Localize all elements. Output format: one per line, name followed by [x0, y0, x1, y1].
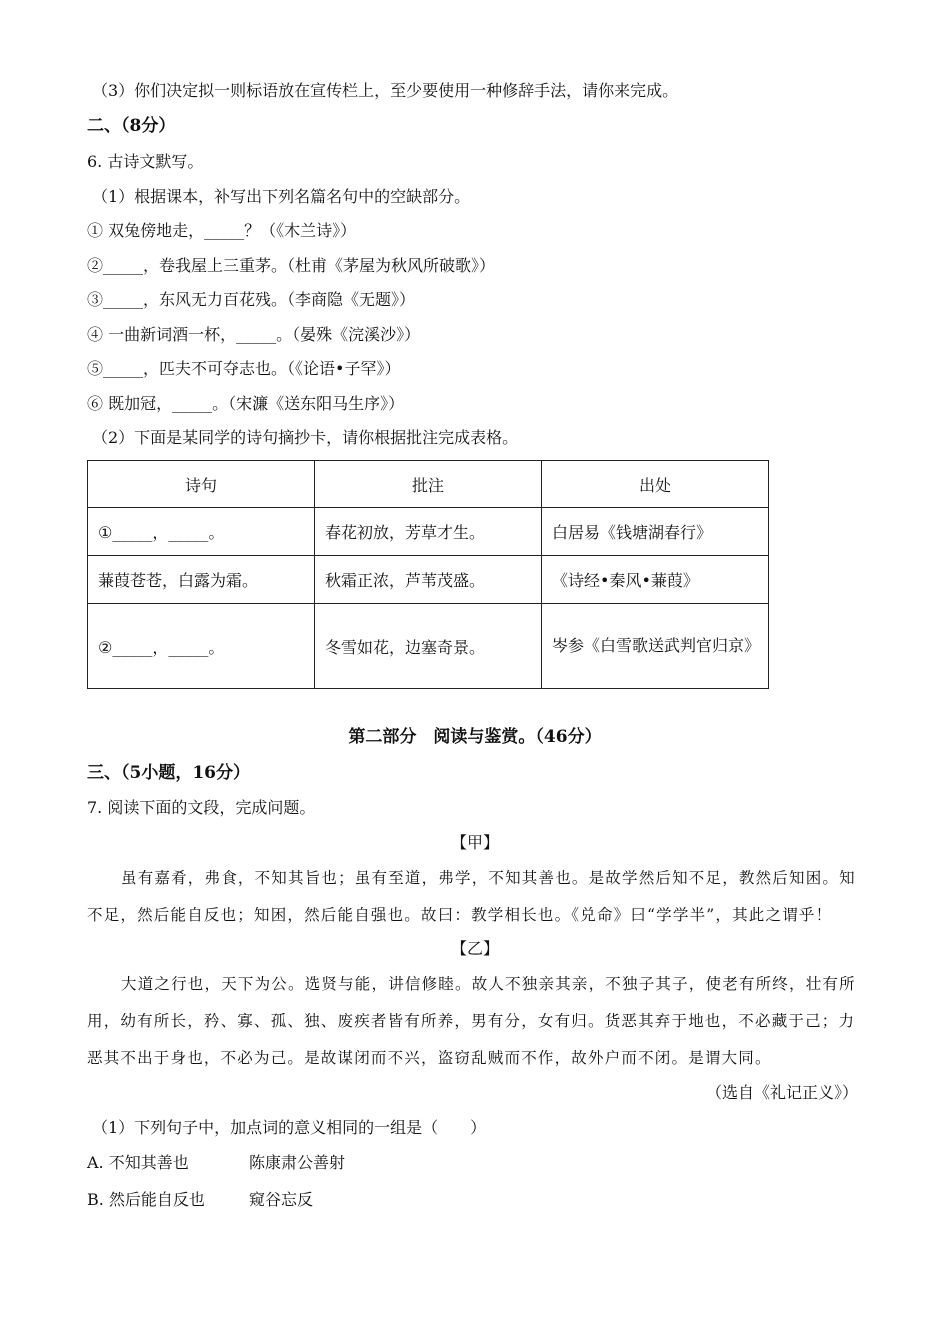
cell-source: 岑参《白雪歌送武判官归京》: [542, 604, 769, 689]
poem-card-table: [87, 460, 769, 689]
cell-source: 白居易《钱塘湖春行》: [542, 508, 769, 556]
part2-heading: 第二部分 阅读与鉴赏。（46分）: [348, 727, 602, 747]
cell-poem: ②_____，_____。: [88, 604, 315, 689]
option-b-letter: B. 然后能自反也: [87, 1190, 205, 1209]
q6-item-2: ②_____，卷我屋上三重茅。（杜甫《茅屋为秋风所破歌》）: [87, 256, 496, 275]
yi-line-3: 恶其不出于身也，不必为己。是故谋闭而不兴，盗窃乱贼而不作，故外户而不闭。是谓大同。: [87, 1049, 772, 1067]
option-b-pair: 窥谷忘反: [249, 1190, 314, 1209]
yi-line-1: 大道之行也，天下为公。选贤与能，讲信修睦。故人不独亲其亲，不独子其子，使老有所终，壮有所: [121, 975, 856, 993]
jia-line-1: 虽有嘉肴，弗食，不知其旨也；虽有至道，弗学，不知其善也。是故学然后知不足，教然后知困。知: [121, 869, 856, 887]
q7-part1-prompt: （1）下列句子中，加点词的意义相同的一组是（ ）: [92, 1118, 487, 1137]
header-annotation: 批注: [315, 461, 542, 508]
cell-poem: ①_____，_____。: [88, 508, 315, 556]
cell-poem: 蒹葭苍苍，白露为霜。: [88, 556, 315, 604]
q6-title: 6. 古诗文默写。: [87, 152, 204, 171]
q6-item-3: ③_____，东风无力百花残。（李商隐《无题》）: [87, 290, 416, 309]
section2-heading: 二、（8分）: [87, 116, 176, 136]
q6-part2-prompt: （2）下面是某同学的诗句摘抄卡，请你根据批注完成表格。: [92, 428, 519, 447]
section3-heading: 三、（5小题，16分）: [87, 763, 250, 783]
cell-annotation: 春花初放，芳草才生。: [315, 508, 542, 556]
q5-item3-text: （3）你们决定拟一则标语放在宣传栏上，至少要使用一种修辞手法，请你来完成。: [92, 81, 679, 100]
option-a-letter: A. 不知其善也: [87, 1153, 189, 1172]
q6-item-6: ⑥ 既加冠，_____。（宋濂《送东阳马生序》）: [87, 394, 405, 413]
table-header-row: [88, 461, 769, 508]
cell-annotation: 秋霜正浓，芦苇茂盛。: [315, 556, 542, 604]
q6-item-4: ④ 一曲新词酒一杯，_____。（晏殊《浣溪沙》）: [87, 325, 421, 344]
yi-label: 【乙】: [450, 939, 499, 958]
cell-annotation: 冬雪如花，边塞奇景。: [315, 604, 542, 689]
header-poem: 诗句: [88, 461, 315, 508]
q6-item-1: ① 双兔傍地走，_____？（《木兰诗》）: [87, 221, 357, 240]
source-note: （选自《礼记正义》）: [705, 1083, 858, 1102]
cell-source: 《诗经•秦风•蒹葭》: [542, 556, 769, 604]
jia-label: 【甲】: [450, 833, 499, 852]
table-row: [88, 508, 769, 556]
option-a-pair: 陈康肃公善射: [249, 1153, 346, 1172]
table-row: [88, 556, 769, 604]
yi-line-2: 用，幼有所长，矜、寡、孤、独、废疾者皆有所养，男有分，女有归。货恶其弃于地也，不必藏于己；力: [87, 1012, 856, 1030]
q6-part1-prompt: （1）根据课本，补写出下列名篇名句中的空缺部分。: [92, 187, 471, 206]
q7-title: 7. 阅读下面的文段，完成问题。: [87, 798, 316, 817]
header-source: 出处: [542, 461, 769, 508]
table-row: [88, 604, 769, 689]
jia-line-2: 不足，然后能自反也；知困，然后能自强也。故曰：教学相长也。《兑命》曰“学学半”，其此之谓乎！: [87, 906, 833, 924]
q6-item-5: ⑤_____，匹夫不可夺志也。（《论语•子罕》）: [87, 359, 401, 378]
